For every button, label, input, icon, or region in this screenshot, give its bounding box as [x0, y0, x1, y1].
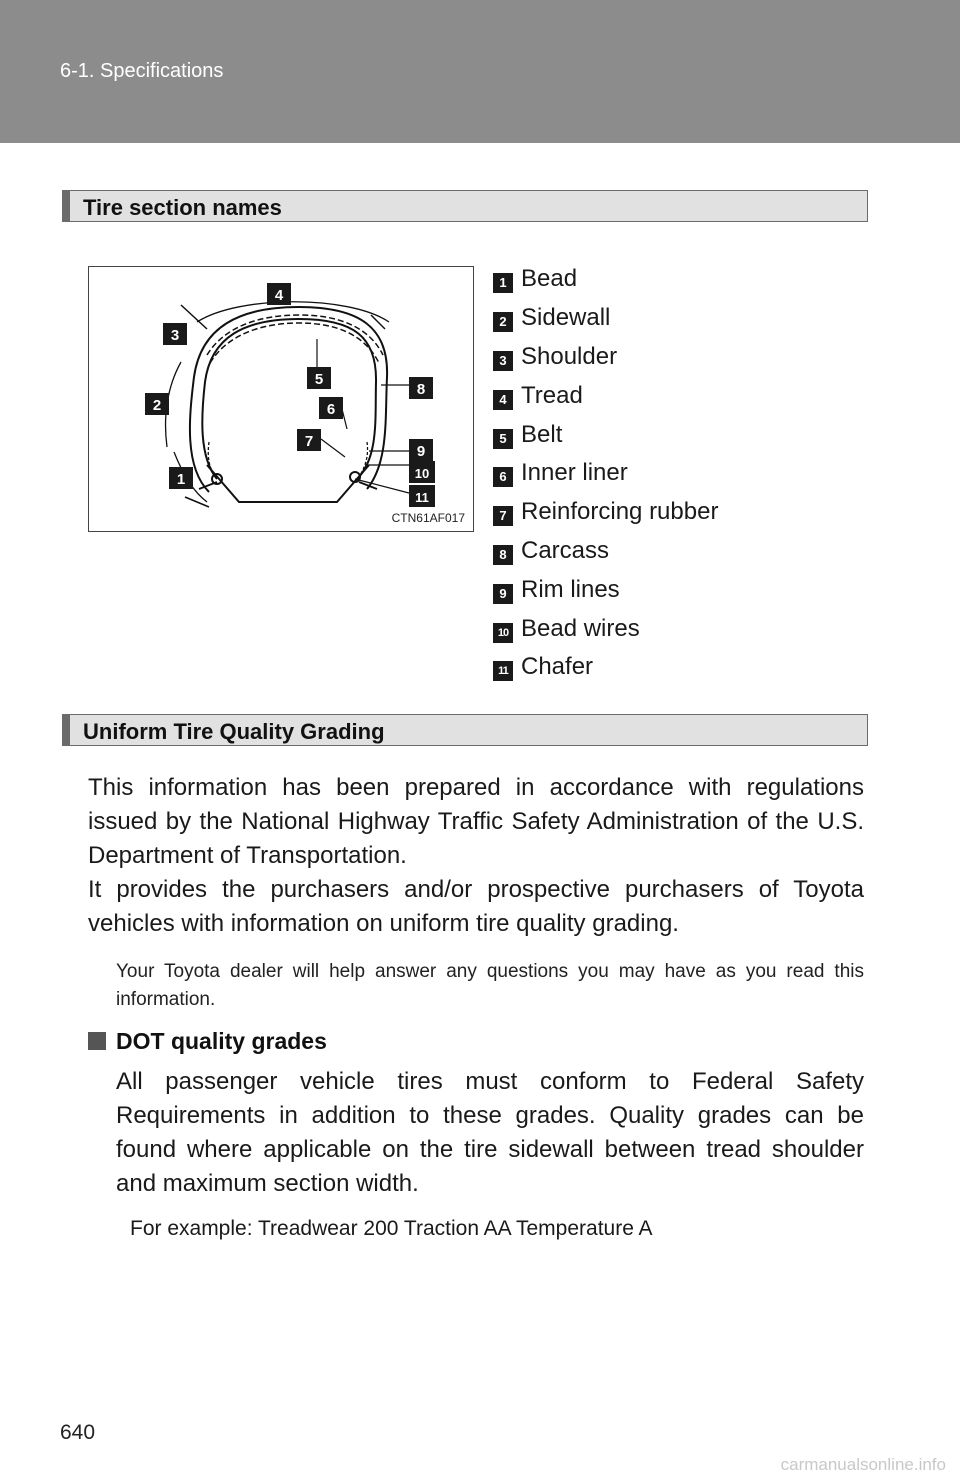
list-item: [493, 532, 718, 571]
item-number: 5: [493, 429, 513, 449]
item-number: 1: [493, 273, 513, 293]
callout-5: 5: [314, 371, 324, 388]
list-item: [493, 609, 718, 648]
page-number: 640: [60, 1421, 96, 1444]
item-label: Sidewall: [521, 304, 611, 332]
section-heading-text: Uniform Tire Quality Grading: [83, 719, 385, 744]
callout-11: 11: [415, 490, 429, 505]
page-header: [0, 0, 960, 143]
callout-9: 9: [416, 443, 426, 460]
callout-10: 10: [414, 466, 430, 481]
callout-1: 1: [176, 471, 186, 488]
dot-example: For example: Treadwear 200 Traction AA Temperature A: [130, 1217, 653, 1240]
item-label: Tread: [521, 381, 583, 409]
item-number: 3: [493, 351, 513, 371]
item-label: Carcass: [521, 536, 610, 564]
callout-2: 2: [152, 397, 162, 414]
dot-paragraph: All passenger vehicle tires must conform to Federal Safety Requirements in addition to these grades. Quality grades can be found where applicable on the tire sidewall between tread shoulder and maximum section width.: [116, 1068, 864, 1197]
utqg-paragraph-1: This information has been prepared in accordance with regulations issued by the National Highway Traffic Safety Administration of the U.S. Department of Transportation.: [88, 774, 864, 869]
tire-diagram: [89, 267, 473, 531]
callout-6: 6: [326, 401, 336, 418]
item-number: 6: [493, 467, 513, 487]
tire-cross-section-figure: [88, 266, 474, 532]
figure-code: CTN61AF017: [391, 511, 465, 525]
item-label: Rim lines: [521, 575, 620, 603]
item-number: 8: [493, 545, 513, 565]
list-item: [493, 493, 718, 532]
item-number: 10: [493, 623, 513, 643]
item-number: 11: [493, 661, 513, 681]
dot-heading-text: DOT quality grades: [116, 1028, 327, 1054]
item-number: 2: [493, 312, 513, 332]
section-label: 6-1. Specifications: [60, 60, 224, 82]
bullet-square-icon: [88, 1032, 106, 1050]
dot-heading: [88, 1028, 327, 1055]
list-item: [493, 299, 718, 338]
section-heading-tire-section-names: [62, 190, 868, 222]
item-number: 4: [493, 390, 513, 410]
item-label: Chafer: [521, 653, 594, 681]
list-item: [493, 260, 718, 299]
list-item: [493, 338, 718, 377]
list-item: [493, 415, 718, 454]
watermark: carmanualsonline.info: [780, 1455, 946, 1474]
list-item: [493, 454, 718, 493]
section-heading-utqg: [62, 714, 868, 746]
utqg-note: Your Toyota dealer will help answer any questions you may have as you read this information.: [116, 961, 864, 1010]
tire-parts-list: [493, 260, 718, 687]
item-number: 7: [493, 506, 513, 526]
list-item: [493, 376, 718, 415]
item-label: Inner liner: [521, 459, 628, 487]
callout-7: 7: [304, 433, 314, 450]
item-number: 9: [493, 584, 513, 604]
list-item: [493, 648, 718, 687]
item-label: Belt: [521, 420, 563, 448]
item-label: Bead: [521, 265, 578, 293]
section-heading-text: Tire section names: [83, 195, 282, 220]
utqg-paragraph-2: It provides the purchasers and/or prospective purchasers of Toyota vehicles with information on uniform tire quality grading.: [88, 876, 864, 937]
callout-4: 4: [274, 287, 284, 304]
callout-8: 8: [416, 381, 426, 398]
callout-3: 3: [170, 327, 180, 344]
item-label: Bead wires: [521, 614, 640, 642]
list-item: [493, 570, 718, 609]
item-label: Shoulder: [521, 342, 618, 370]
item-label: Reinforcing rubber: [521, 498, 719, 526]
